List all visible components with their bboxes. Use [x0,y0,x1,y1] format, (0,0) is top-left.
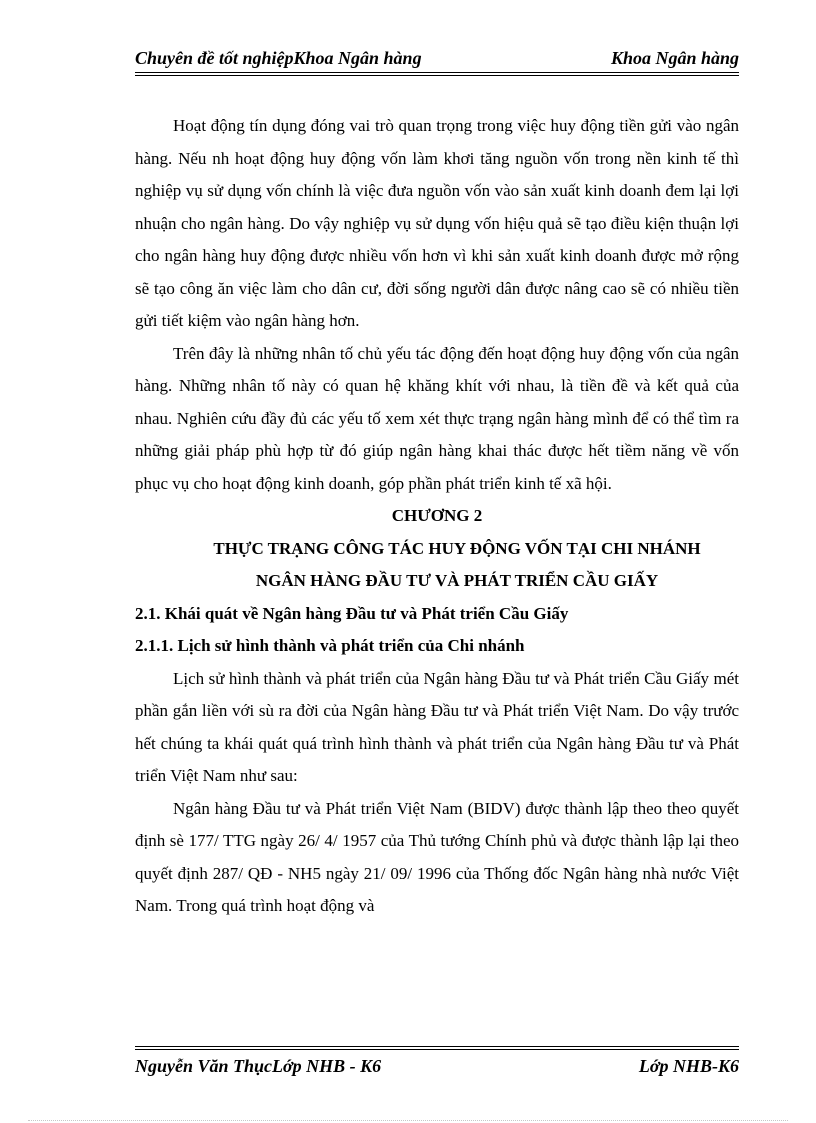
footer-rule [135,1046,739,1050]
footer-right: Lớp NHB-K6 [638,1056,739,1076]
header-right: Khoa Ngân hàng [610,48,739,68]
chapter-title-line2: NGÂN HÀNG ĐẦU TƯ VÀ PHÁT TRIỂN CẦU GIẤY [255,571,659,590]
paragraph: Hoạt động tín dụng đóng vai trò quan trọng trong việc huy động tiền gửi vào ngân hàng. Nếu nh hoạt động huy động vốn làm khơi tăng nguồn vốn trong nền kinh tế thì nghiệp vụ sử dụng vốn chính là việc đưa nguồn vốn vào sản xuất kinh doanh đem lại lợi nhuận cho ngân hàng. Do vậy nghiệp vụ sử dụng vốn hiệu quả sẽ tạo điều kiện thuận lợi cho ngân hàng huy động được nhiều vốn hơn vì khi sản xuất kinh doanh được mở rộng sẽ tạo công ăn việc làm cho dân cư, đời sống người dân được nâng cao sẽ có nhiều tiền gửi tiết kiệm vào ngân hàng hơn. [135,116,739,330]
footer-left: Nguyễn Văn ThụcLớp NHB - K6 [135,1056,382,1076]
section-heading: 2.1. Khái quát về Ngân hàng Đầu tư và Phát triển Cầu Giấy [135,603,569,623]
paragraph: Trên đây là những nhân tố chủ yếu tác động đến hoạt động huy động vốn của ngân hàng. Những nhân tố này có quan hệ khăng khít với nhau, là tiền đề và kết quả của nhau. Nghiên cứu đầy đủ các yếu tố xem xét thực trạng ngân hàng mình để có thể tìm ra những giải pháp phù hợp từ đó giúp ngân hàng khai thác được hết tiềm năng về vốn phục vụ cho hoạt động kinh doanh, góp phần phát triển kinh tế xã hội. [135,343,739,493]
page-footer [135,1056,739,1077]
paragraph: Ngân hàng Đầu tư và Phát triển Việt Nam (BIDV) được thành lập theo theo quyết định sè 177/ TTG ngày 26/ 4/ 1957 của Thủ tướng Chính phủ và được thành lập lại theo quyết định 287/ QĐ - NH5 ngày 21/ 09/ 1996 của Thống đốc Ngân hàng nhà nước Việt Nam. Trong quá trình hoạt động và [135,798,739,915]
document-body [135,110,739,923]
paragraph: Lịch sử hình thành và phát triển của Ngân hàng Đầu tư và Phát triển Cầu Giấy mét phần gắn liền với sù ra đời của Ngân hàng Đầu tư và Phát triển Việt Nam. Do vậy trước hết chúng ta khái quát quá trình hình thành và phát triển của Ngân hàng Đầu tư và Phát triển Việt Nam như sau: [135,668,739,785]
header-rule [135,72,739,76]
header-left: Chuyên đề tốt nghiệpKhoa Ngân hàng [135,48,422,68]
subsection-heading: 2.1.1. Lịch sử hình thành và phát triển của Chi nhánh [135,636,525,655]
page-edge [28,1120,788,1121]
chapter-number: CHƯƠNG 2 [391,506,483,525]
page-header [135,48,739,69]
chapter-title-line1: THỰC TRẠNG CÔNG TÁC HUY ĐỘNG VỐN TẠI CHI NHÁNH [213,538,701,558]
